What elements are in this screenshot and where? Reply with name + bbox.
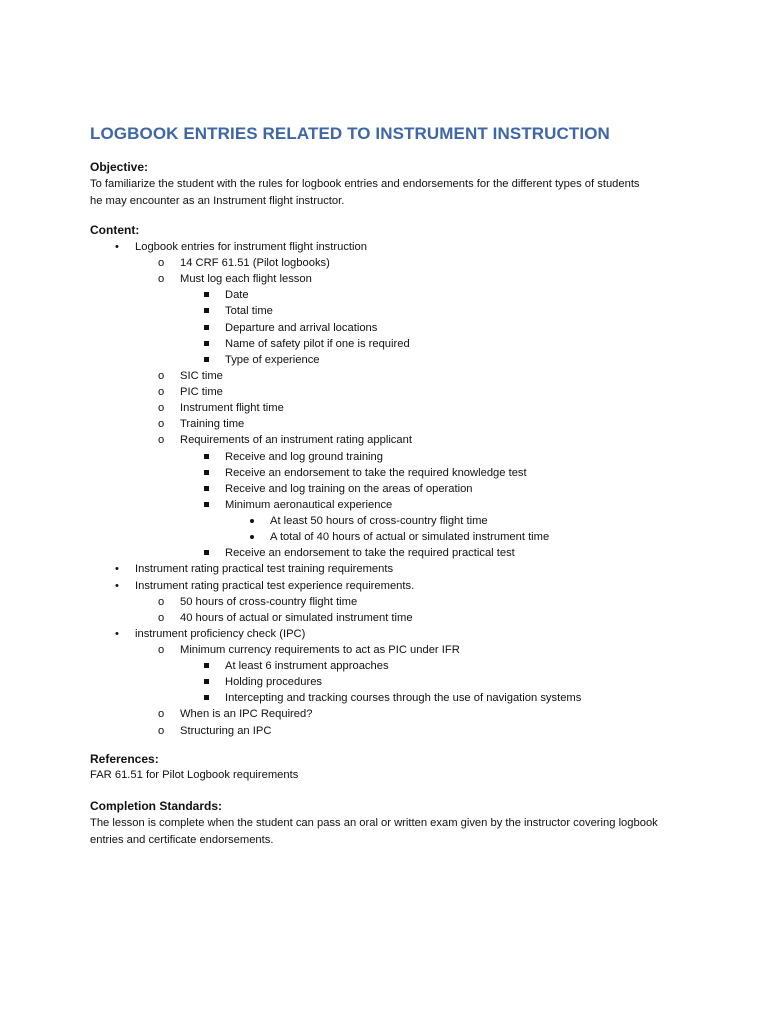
list-item-level-1: Logbook entries for instrument flight instruction: [135, 241, 367, 253]
list-item-level-1: Instrument rating practical test training requirements: [135, 563, 394, 576]
completion-line: entries and certificate endorsements.: [90, 833, 274, 846]
document-title: LOGBOOK ENTRIES RELATED TO INSTRUMENT INSTRUCTION: [90, 124, 610, 143]
list-marker-circle: o: [158, 273, 165, 286]
completion-line: The lesson is complete when the student can pass an oral or written exam given by the instructor covering logbook: [90, 817, 658, 829]
list-item-level-3: Receive and log training on the areas of operation: [225, 482, 473, 495]
list-marker-square: [204, 663, 209, 668]
list-marker-square: [204, 308, 209, 313]
completion-text: [90, 815, 690, 848]
list-item-level-3: Total time: [225, 305, 273, 318]
objective-line: he may encounter as an Instrument flight instructor.: [90, 194, 345, 207]
list-item-level-2: 40 hours of actual or simulated instrument time: [180, 611, 413, 624]
references-label: References:: [90, 752, 159, 766]
list-item-level-2: Requirements of an instrument rating applicant: [180, 434, 412, 447]
list-item-level-3: Receive an endorsement to take the required knowledge test: [225, 466, 527, 479]
references-text: [90, 767, 690, 784]
list-item-level-4: A total of 40 hours of actual or simulated instrument time: [270, 531, 550, 544]
list-marker-square: [204, 695, 209, 700]
list-marker-bullet: •: [115, 241, 119, 253]
list-marker-circle: o: [158, 402, 165, 415]
list-marker-square: [204, 470, 209, 475]
list-marker-circle: o: [158, 434, 165, 447]
list-item-level-2: 14 CRF 61.51 (Pilot logbooks): [180, 257, 330, 270]
list-item-level-3: Type of experience: [225, 353, 320, 366]
list-item-level-3: Receive an endorsement to take the required practical test: [225, 547, 515, 560]
list-marker-circle: o: [158, 708, 165, 721]
list-marker-square: [204, 679, 209, 684]
list-marker-circle: o: [158, 644, 165, 656]
list-item-level-3: Name of safety pilot if one is required: [225, 337, 410, 350]
list-marker-circle: o: [158, 386, 165, 399]
list-marker-circle: o: [158, 611, 165, 624]
list-item-level-2: 50 hours of cross-country flight time: [180, 595, 358, 608]
objective-label: Objective:: [90, 160, 149, 174]
list-item-level-3: Departure and arrival locations: [225, 321, 378, 334]
list-item-level-2: Training time: [180, 418, 245, 431]
objective-text: [90, 176, 690, 209]
list-marker-bullet: •: [115, 579, 119, 592]
list-marker-bullet: [250, 535, 254, 539]
list-item-level-3: Date: [225, 289, 249, 302]
list-marker-circle: o: [158, 369, 165, 382]
list-item-level-3: Intercepting and tracking courses through the use of navigation systems: [225, 692, 582, 705]
list-marker-square: [204, 341, 209, 346]
list-item-level-3: Minimum aeronautical experience: [225, 498, 393, 511]
list-marker-bullet: •: [115, 627, 119, 640]
list-item-level-2: Must log each flight lesson: [180, 273, 312, 286]
list-item-level-3: At least 6 instrument approaches: [225, 660, 389, 673]
list-item-level-2: PIC time: [180, 386, 223, 399]
references-line: FAR 61.51 for Pilot Logbook requirements: [90, 769, 299, 781]
content-label: Content:: [90, 223, 140, 237]
list-marker-bullet: •: [115, 563, 119, 576]
list-item-level-4: At least 50 hours of cross-country flight time: [270, 515, 488, 528]
list-item-level-3: Holding procedures: [225, 676, 323, 689]
list-item-level-3: Receive and log ground training: [225, 450, 383, 463]
list-item-level-2: Instrument flight time: [180, 402, 284, 415]
list-item-level-2: When is an IPC Required?: [180, 708, 313, 721]
list-item-level-1: instrument proficiency check (IPC): [135, 627, 306, 640]
list-marker-square: [204, 550, 209, 555]
list-item-level-2: Minimum currency requirements to act as PIC under IFR: [180, 644, 460, 656]
list-marker-circle: o: [158, 595, 165, 608]
list-marker-square: [204, 486, 209, 491]
list-marker-square: [204, 454, 209, 459]
objective-line: To familiarize the student with the rules for logbook entries and endorsements for the different types of students: [90, 178, 640, 190]
list-marker-square: [204, 325, 209, 330]
list-marker-circle: o: [158, 257, 165, 270]
list-marker-square: [204, 357, 209, 362]
list-item-level-2: Structuring an IPC: [180, 724, 272, 737]
list-item-level-1: Instrument rating practical test experience requirements.: [135, 579, 415, 592]
list-marker-circle: o: [158, 724, 165, 737]
list-marker-bullet: [250, 519, 254, 523]
list-item-level-2: SIC time: [180, 369, 223, 382]
list-marker-circle: o: [158, 418, 165, 431]
list-marker-square: [204, 292, 209, 297]
completion-label: Completion Standards:: [90, 799, 223, 813]
list-marker-square: [204, 502, 209, 507]
